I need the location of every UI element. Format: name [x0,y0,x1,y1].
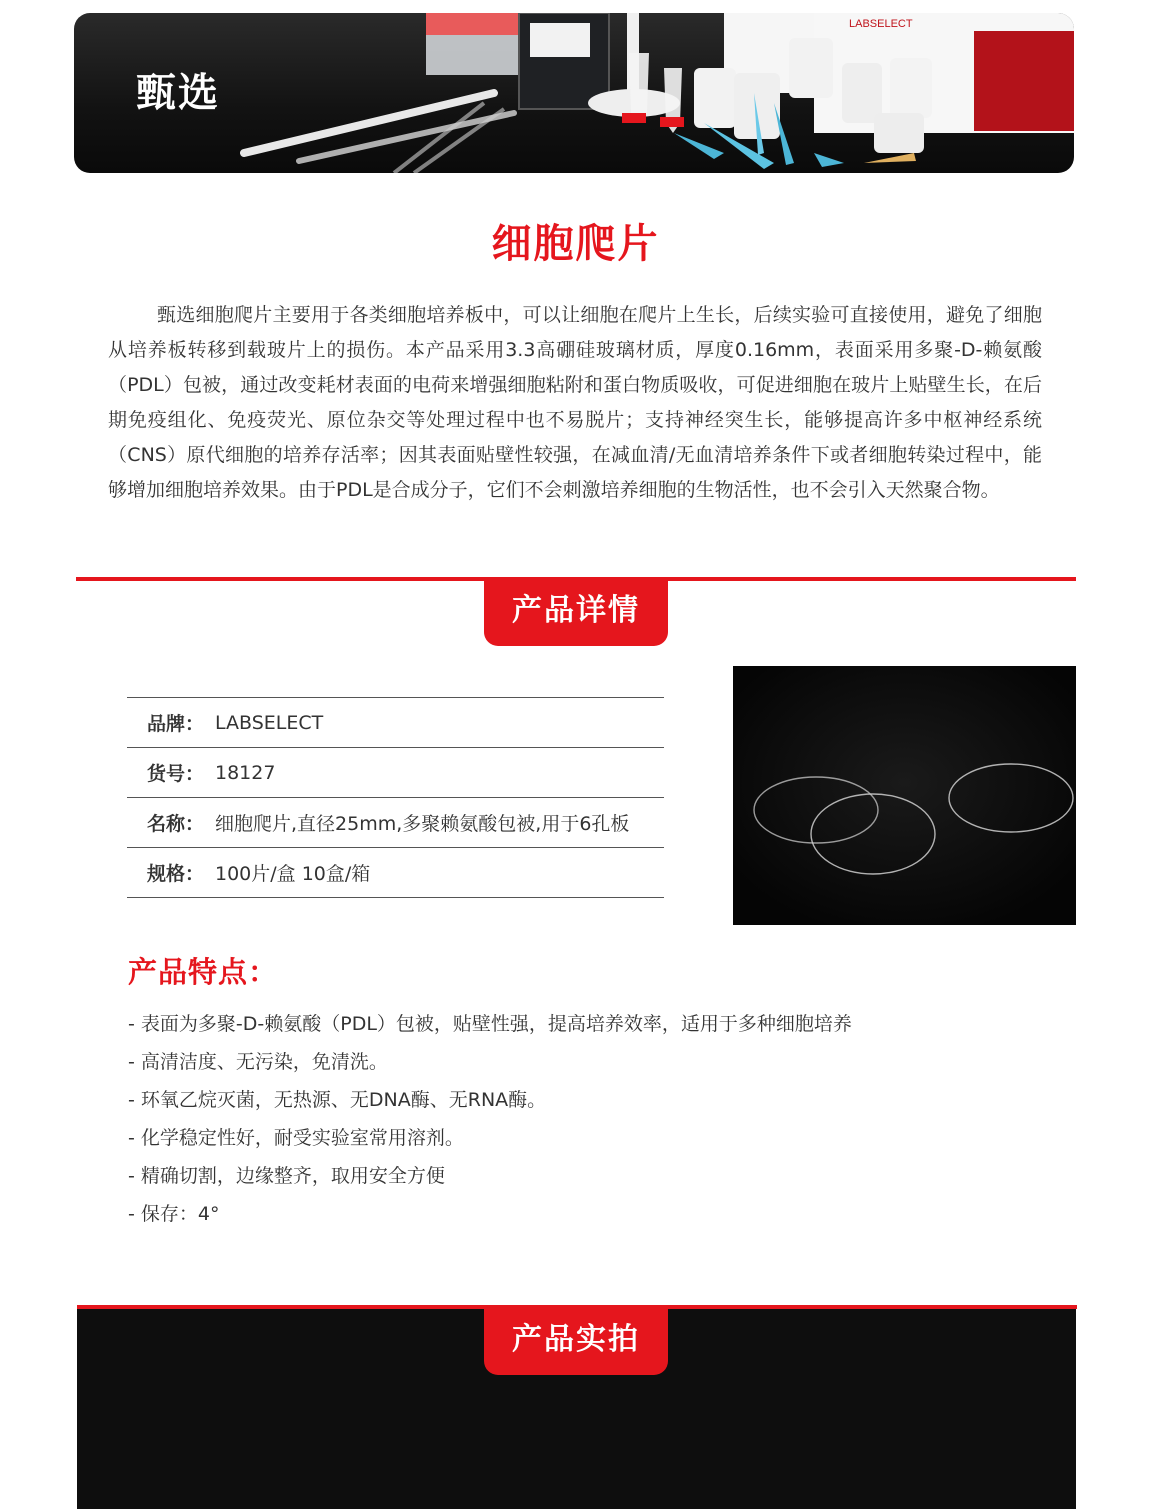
spec-label: 名称： [147,813,205,835]
spec-row-specification [127,848,664,898]
page-title: 细胞爬片 [491,221,660,267]
product-photo-coverslips [733,666,1076,925]
spec-table [127,697,664,898]
spec-label: 规格： [147,863,205,885]
feature-item: - 化学稳定性好，耐受实验室常用溶剂。 [128,1127,464,1149]
spec-value: 100片/盒 10盒/箱 [215,863,371,885]
feature-item: - 保存：4° [128,1203,220,1225]
features-title: 产品特点： [128,955,279,989]
brand-logo-text: 甄选 [136,70,220,116]
section-tab-details: 产品详情 [484,580,668,646]
section-tab-photos: 产品实拍 [484,1309,668,1375]
spec-row-item-number [127,748,664,798]
spec-row-name [127,798,664,848]
product-intro-paragraph: 甄选细胞爬片主要用于各类细胞培养板中，可以让细胞在爬片上生长，后续实验可直接使用，避免了细胞从培养板转移到载玻片上的损伤。本产品采用3.3高硼硅玻璃材质，厚度0.16mm，表面采用多聚-D-赖氨酸（PDL）包被，通过改变耗材表面的电荷来增强细胞粘附和蛋白物质吸收，可促进细胞在玻片上贴壁生长，在后期免疫组化、免疫荧光、原位杂交等处理过程中也不易脱片；支持神经突生长，能够提高许多中枢神经系统（CNS）原代细胞的培养存活率；因其表面贴壁性较强，在减血清/无血清培养条件下或者细胞转染过程中，能够增加细胞培养效果。由于PDL是合成分子，它们不会刺激培养细胞的生物活性，也不会引入天然聚合物。 [108,304,1042,501]
product-collage-illustration [74,13,1074,173]
spec-value: LABSELECT [215,711,324,734]
features-list [128,1005,852,1233]
feature-item: - 环氧乙烷灭菌，无热源、无DNA酶、无RNA酶。 [128,1089,547,1111]
spec-label: 品牌： [147,713,205,735]
hero-banner [74,13,1074,173]
spec-value: 细胞爬片,直径25mm,多聚赖氨酸包被,用于6孔板 [215,813,630,835]
spec-value: 18127 [215,761,276,784]
spec-row-brand [127,698,664,748]
feature-item: - 精确切割，边缘整齐，取用安全方便 [128,1165,445,1187]
feature-item: - 表面为多聚-D-赖氨酸（PDL）包被，贴壁性强，提高培养效率，适用于多种细胞培养 [128,1013,852,1035]
coverslips-image [733,666,1076,925]
spec-label: 货号： [147,763,205,785]
feature-item: - 高清洁度、无污染，免清洗。 [128,1051,388,1073]
svg-text:LABSELECT: LABSELECT [849,18,913,30]
